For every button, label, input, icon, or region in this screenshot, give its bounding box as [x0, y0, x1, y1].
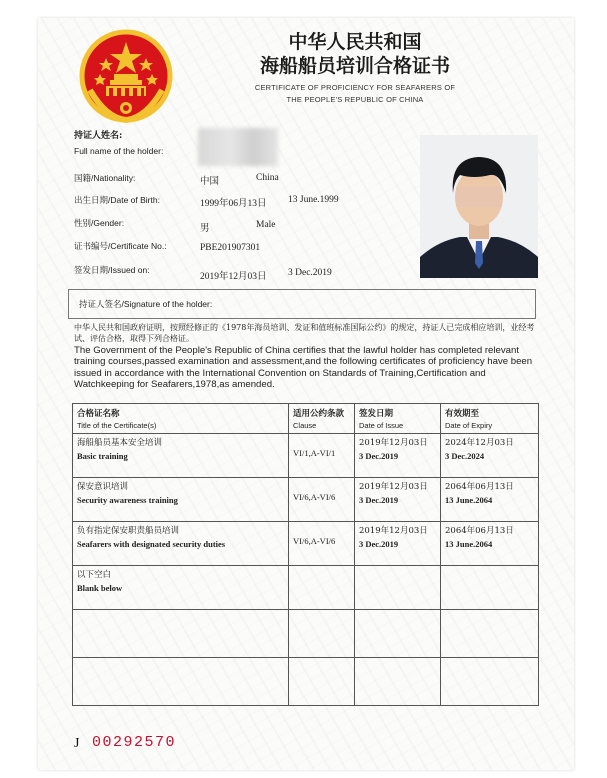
cert-expiry-cell: [441, 522, 539, 566]
nationality-en: China: [256, 173, 279, 183]
title-cn-line1: 中华人民共和国: [288, 31, 422, 53]
empty-cell: [289, 610, 355, 658]
table-row: [73, 434, 539, 478]
dob-label: 出生日期/Date of Birth:: [74, 195, 160, 205]
cert-expiry-cn: 2064年06月13日: [445, 526, 514, 536]
cert-title-cell: [73, 522, 289, 566]
title-cn: [190, 30, 520, 78]
header-expiry-en: Date of Expiry: [445, 421, 493, 430]
cert-title-cell: [73, 434, 289, 478]
cert-issue-cn: 2019年12月03日: [359, 482, 428, 492]
table-row-empty: [73, 658, 539, 706]
cert-issue-cell: [355, 522, 441, 566]
empty-cell: [441, 610, 539, 658]
header-expiry-cn: 有效期至: [445, 409, 480, 419]
signature-label: 持证人签名/Signature of the holder:: [79, 299, 213, 309]
cert-issue-cn: 2019年12月03日: [359, 526, 428, 536]
empty-cell: [355, 658, 441, 706]
cert-clause: VI/6,A-VI/6: [289, 522, 355, 566]
cert-title-en: Basic training: [77, 451, 128, 461]
cert-clause: VI/1,A-VI/1: [289, 434, 355, 478]
cert-expiry-cell: [441, 478, 539, 522]
cert-title-cn: 保安意识培训: [77, 482, 129, 492]
header-issue-cn: 签发日期: [359, 409, 394, 419]
cert-issue-cell: [355, 478, 441, 522]
blank-below-en: Blank below: [77, 583, 123, 593]
cert-title-cn: 海船船员基本安全培训: [77, 438, 163, 448]
holder-photo-icon: [420, 135, 538, 278]
table-row: [73, 478, 539, 522]
cert-no: PBE201907301: [200, 243, 261, 253]
cert-expiry-en: 13 June.2064: [445, 539, 493, 549]
empty-cell: [441, 566, 539, 610]
empty-cell: [73, 610, 289, 658]
empty-cell: [289, 658, 355, 706]
cert-expiry-en: 3 Dec.2024: [445, 451, 485, 461]
cert-issue-cell: [355, 434, 441, 478]
header-title-en: Title of the Certificate(s): [77, 421, 157, 430]
empty-cell: [355, 566, 441, 610]
cert-title-cell: [73, 566, 289, 610]
cert-title-cell: [73, 478, 289, 522]
holder-name-redacted: [198, 128, 278, 166]
issued-label: 签发日期/Issued on:: [74, 265, 150, 275]
signature-box: [68, 289, 536, 319]
empty-cell: [289, 566, 355, 610]
issued-cn: 2019年12月03日: [200, 272, 267, 282]
statement-cn: 中华人民共和国政府证明，按照经修正的《1978年海员培训、发证和值班标准国际公约》的规定，持证人已完成相应培训，业经考试、评估合格，取得下列合格证。: [74, 323, 535, 343]
name-label-en: Full name of the holder:: [74, 146, 164, 156]
empty-cell: [441, 658, 539, 706]
nationality-label: 国籍/Nationality:: [74, 173, 136, 183]
holder-photo-drawing: [420, 135, 538, 278]
cert-title-en: Seafarers with designated security duties: [77, 539, 226, 549]
title-en-line2: THE PEOPLE'S REPUBLIC OF CHINA: [286, 95, 424, 104]
cert-expiry-cn: 2024年12月03日: [445, 438, 514, 448]
cert-title-cn: 负有指定保安职责船员培训: [77, 526, 180, 536]
header-clause-en: Clause: [293, 421, 317, 430]
cert-no-label: 证书编号/Certificate No.:: [74, 241, 167, 251]
certificates-table: [72, 403, 539, 706]
gender-cn: 男: [200, 224, 210, 234]
dob-en: 13 June.1999: [288, 195, 339, 205]
table-row-empty: [73, 610, 539, 658]
serial-number: 00292570: [92, 734, 177, 751]
empty-cell: [355, 610, 441, 658]
table-header-row: [73, 404, 539, 434]
column-header-title: [73, 404, 289, 434]
header-issue-en: Date of Issue: [359, 421, 404, 430]
column-header-clause: [289, 404, 355, 434]
title-cn-line2: 海船船员培训合格证书: [259, 55, 450, 77]
cert-issue-en: 3 Dec.2019: [359, 495, 399, 505]
cert-clause: VI/6,A-VI/6: [289, 478, 355, 522]
serial-prefix: J: [74, 736, 80, 751]
statement-en: The Government of the People's Republic of China certifies that the lawful holder has completed relevant training courses,passed examination and assessment,and the following certificates of proficiency have been issued in accordance with the International Convention on Standards of Training,Certification and Watchkeeping for Seafarers,1978,as amended.: [74, 345, 533, 391]
title-en-line1: CERTIFICATE OF PROFICIENCY FOR SEAFARERS OF: [254, 83, 456, 92]
header-clause-cn: 适用公约条款: [293, 409, 345, 419]
dob-cn: 1999年06月13日: [200, 199, 267, 209]
table-row: [73, 522, 539, 566]
cert-issue-cn: 2019年12月03日: [359, 438, 428, 448]
gender-label: 性别/Gender:: [74, 218, 125, 228]
cert-expiry-en: 13 June.2064: [445, 495, 493, 505]
cert-issue-en: 3 Dec.2019: [359, 539, 399, 549]
nationality-cn: 中国: [200, 177, 220, 187]
empty-cell: [73, 658, 289, 706]
cert-issue-en: 3 Dec.2019: [359, 451, 399, 461]
gender-en: Male: [256, 220, 276, 230]
column-header-issue: [355, 404, 441, 434]
header-title-cn: 合格证名称: [77, 409, 120, 419]
name-label-cn: 持证人姓名:: [74, 131, 123, 141]
issued-en: 3 Dec.2019: [288, 268, 332, 278]
blank-below-cn: 以下空白: [77, 570, 112, 580]
title-en: [190, 82, 520, 106]
table-row: [73, 566, 539, 610]
cert-expiry-cell: [441, 434, 539, 478]
cert-expiry-cn: 2064年06月13日: [445, 482, 514, 492]
column-header-expiry: [441, 404, 539, 434]
cert-title-en: Security awareness training: [77, 495, 178, 505]
national-emblem-icon: [76, 28, 176, 128]
